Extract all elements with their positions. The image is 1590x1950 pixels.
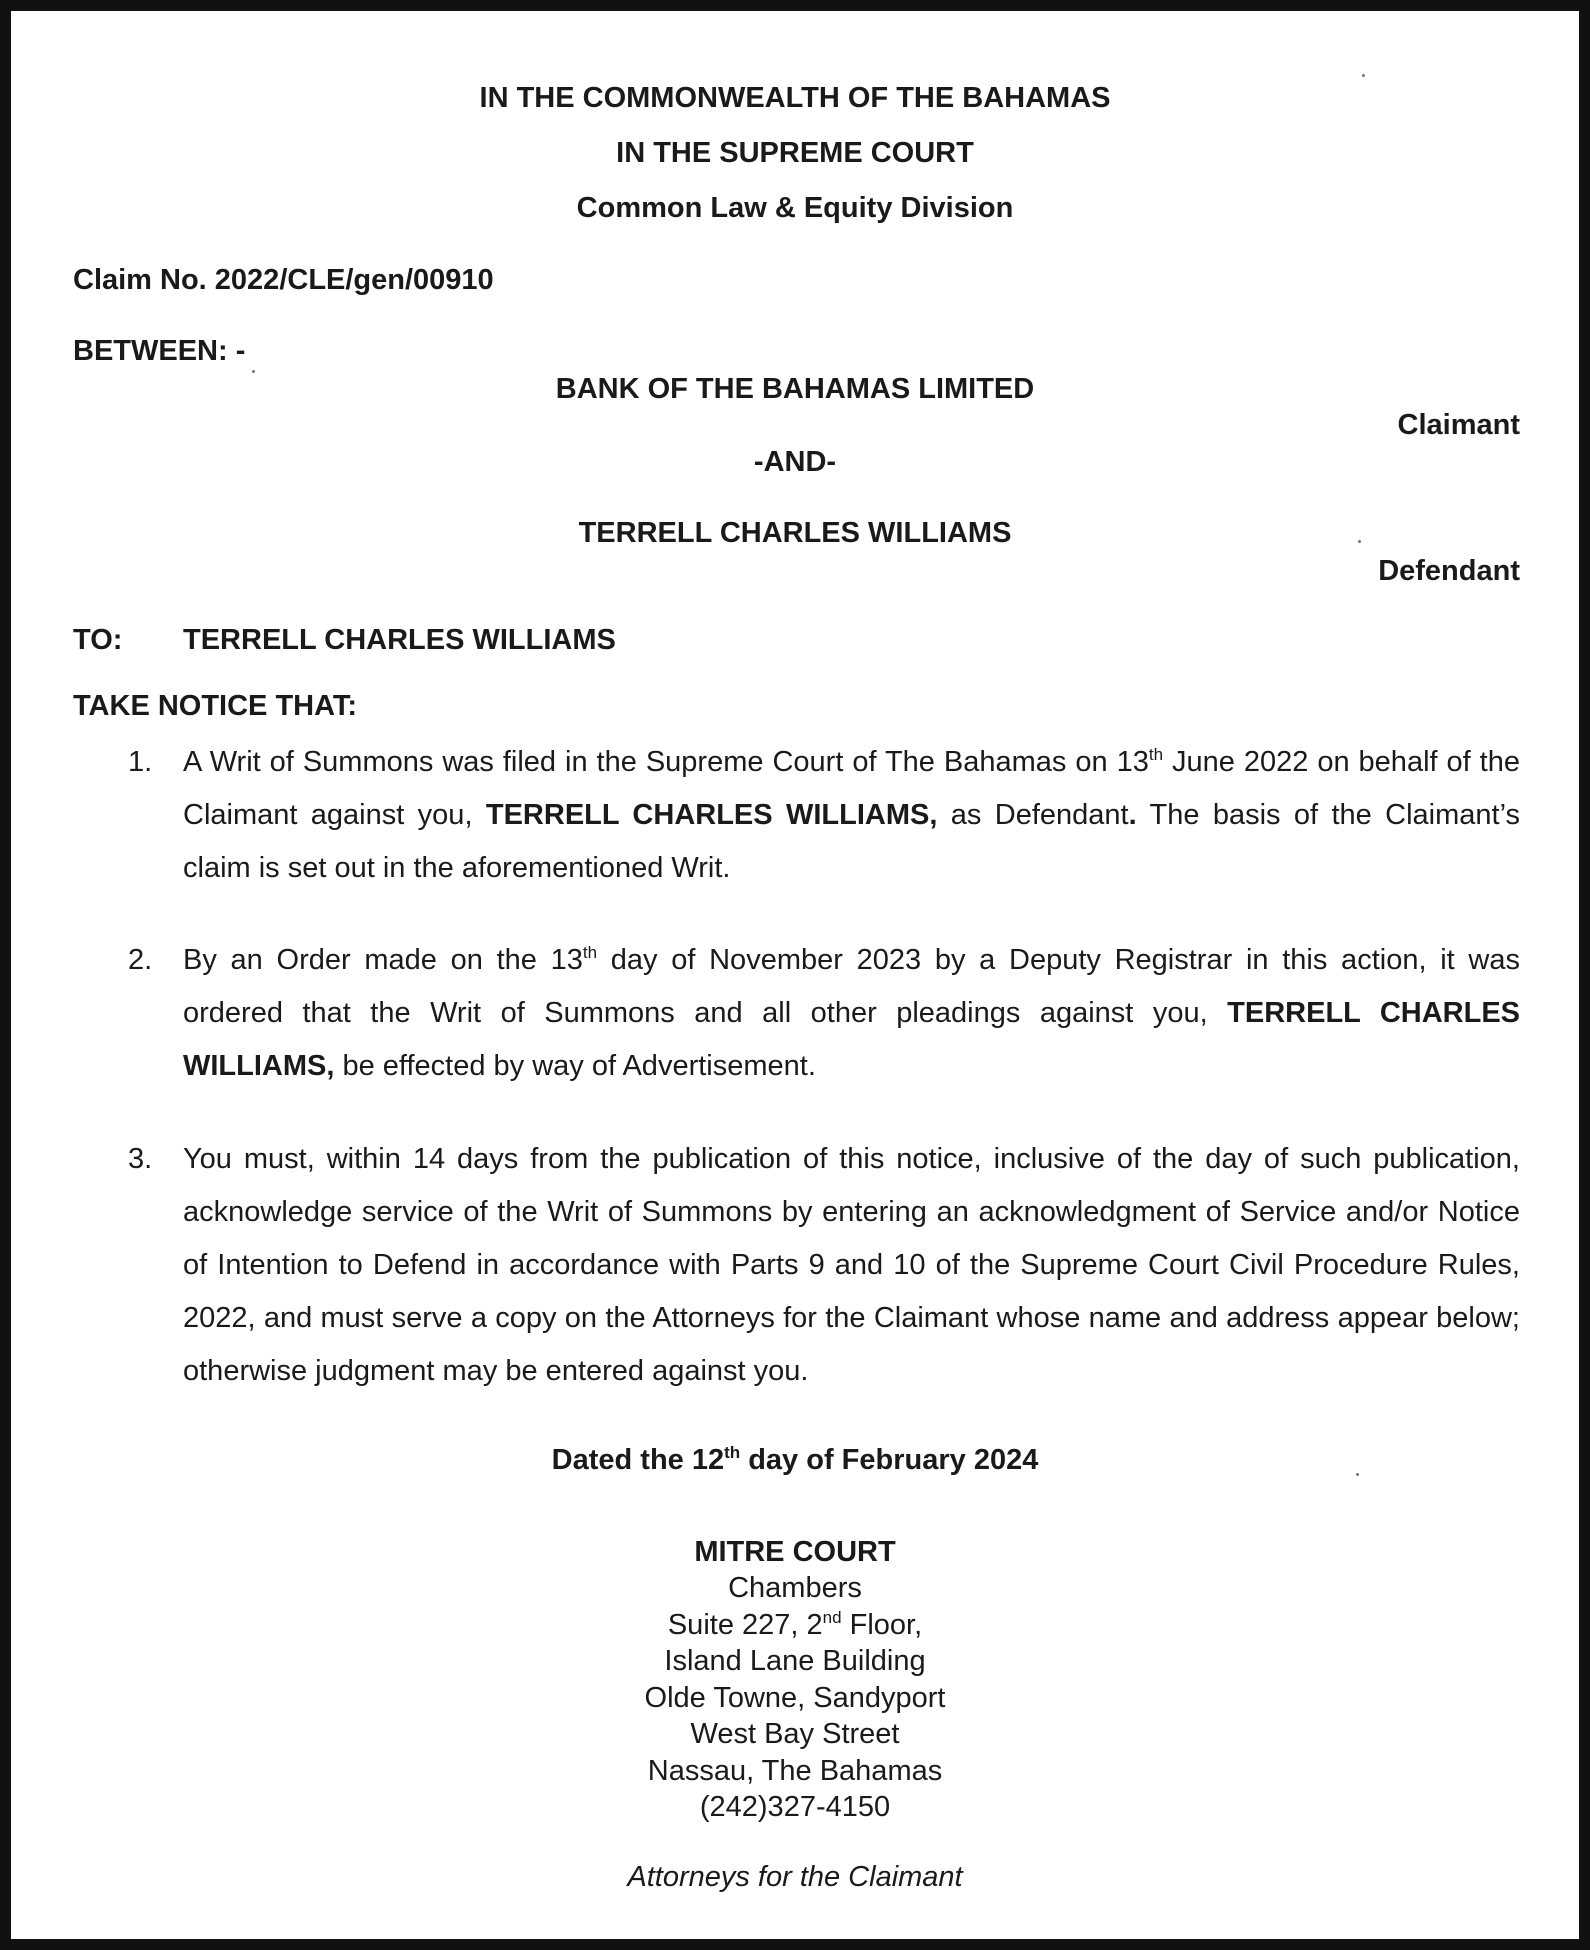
item-2-number: 2.	[128, 944, 153, 976]
dated-sup: th	[724, 1443, 741, 1462]
to-label: TO:	[73, 624, 123, 656]
item-2-defendant-bold: TERRELL CHARLES WILLIAMS,	[183, 997, 1521, 1082]
scan-speck	[1362, 74, 1365, 77]
court-heading-line1: IN THE COMMONWEALTH OF THE BAHAMAS	[479, 82, 1111, 114]
dated-text-a: Dated the 12	[551, 1444, 725, 1476]
claimant-label: Claimant	[1397, 409, 1520, 441]
attorneys-role: Attorneys for the Claimant	[627, 1861, 963, 1893]
address-suite-sup: nd	[822, 1608, 842, 1627]
court-division: Common Law & Equity Division	[576, 192, 1014, 224]
item-2-sup: th	[582, 943, 598, 962]
item-2-text-a: By an Order made on the 13	[183, 944, 583, 976]
scan-speck	[1358, 540, 1361, 543]
address-line-street: West Bay Street	[690, 1718, 900, 1750]
defendant-label: Defendant	[1378, 555, 1520, 587]
scan-speck	[252, 370, 255, 373]
item-1-number: 1.	[128, 746, 153, 778]
to-name: TERRELL CHARLES WILLIAMS	[183, 624, 616, 656]
scan-speck	[1356, 1473, 1359, 1476]
item-1-defendant-bold: TERRELL CHARLES WILLIAMS,	[485, 799, 938, 831]
claim-number: Claim No. 2022/CLE/gen/00910	[73, 264, 494, 296]
address-suite-a: Suite 227, 2	[667, 1609, 823, 1641]
address-line-suite	[0, 1607, 1590, 1644]
item-1-text-a: A Writ of Summons was filed in the Supreme Court of The Bahamas on 13	[183, 746, 1149, 778]
defendant-name: TERRELL CHARLES WILLIAMS	[578, 517, 1012, 549]
item-2-paragraph	[183, 934, 1520, 1093]
item-1-sup: th	[1148, 745, 1164, 764]
firm-name: MITRE COURT	[694, 1536, 896, 1568]
address-phone: (242)327-4150	[699, 1791, 891, 1823]
address-line-chambers: Chambers	[728, 1572, 862, 1604]
item-3-number: 3.	[128, 1143, 153, 1175]
and-separator: -AND-	[753, 446, 837, 478]
item-1-text-b: June 2022 on behalf of the Claimant against you,	[183, 746, 1520, 831]
address-line-city: Nassau, The Bahamas	[647, 1755, 943, 1787]
item-1-paragraph	[183, 736, 1520, 895]
court-heading-line2: IN THE SUPREME COURT	[616, 137, 974, 169]
item-1-text-c: as Defendant	[937, 799, 1129, 831]
item-2-text-c: be effected by way of Advertisement.	[334, 1050, 816, 1082]
item-1-period-bold: .	[1128, 799, 1137, 831]
dated-text-b: day of February 2024	[740, 1444, 1039, 1476]
address-line-olde-towne: Olde Towne, Sandyport	[644, 1682, 946, 1714]
dated-line	[0, 1444, 1590, 1477]
item-3-paragraph: You must, within 14 days from the publication of this notice, inclusive of the day of such publication, acknowledge service of the Writ of Summons by entering an acknowledgment of Service and/or Notice of Intention to Defend in accordance with Parts 9 and 10 of the Supreme Court Civil Procedure Rules, 2022, and must serve a copy on the Attorneys for the Claimant whose name and address appear below; otherwise judgment may be entered against you.	[183, 1143, 1520, 1387]
address-suite-b: Floor,	[841, 1609, 923, 1641]
claimant-name: BANK OF THE BAHAMAS LIMITED	[555, 373, 1035, 405]
take-notice-heading: TAKE NOTICE THAT:	[73, 690, 358, 722]
address-line-building: Island Lane Building	[664, 1645, 926, 1677]
item-2-text-b: day of November 2023 by a Deputy Registrar in this action, it was ordered that the Writ of Summons and all other pleadings against you,	[183, 944, 1520, 1029]
between-label: BETWEEN: -	[73, 335, 246, 367]
item-1-text-d: The basis of the Claimant’s claim is set out in the aforementioned Writ.	[183, 799, 1520, 884]
